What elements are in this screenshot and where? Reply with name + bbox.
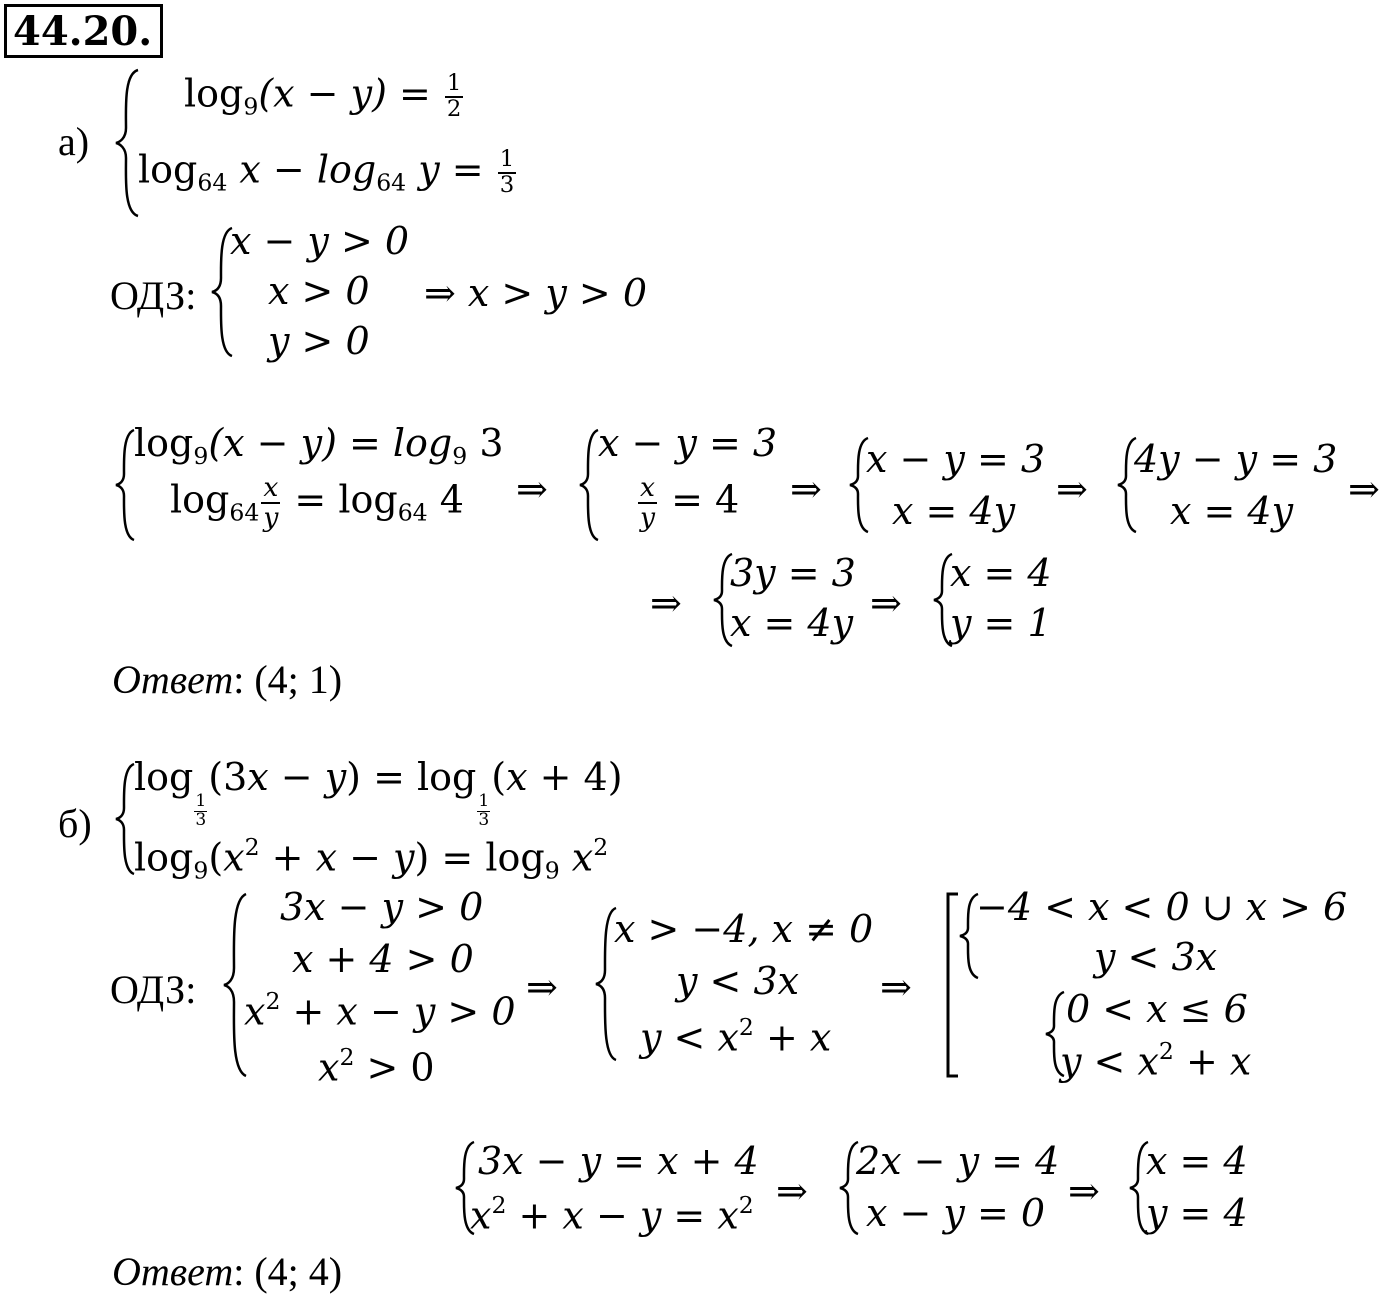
sys2-brace-icon <box>578 428 600 542</box>
odz-b3-line-4-head: y < <box>1060 1039 1138 1084</box>
equation-b2: $\log_9(x^2 + x - y) = \log_9 x^2$ <box>134 833 609 885</box>
sys6-line-2: y = 1 <box>950 601 1052 645</box>
part-b-label: б) <box>58 801 92 846</box>
arrow-b1: ⇒ <box>526 965 558 1009</box>
sys-b1-line-2: $x^2 + x - y = x^2$ <box>470 1191 754 1238</box>
arrow-6: ⇒ <box>870 581 902 625</box>
odz-b2-line-2: y < 3x <box>676 959 800 1003</box>
odz-a-line-2: x > 0 <box>268 269 370 313</box>
sys5-line-2: x = 4y <box>730 601 854 645</box>
odz-a-label: ОДЗ: <box>110 273 197 318</box>
answer-a-label: Ответ <box>112 657 234 702</box>
odz-b-label: ОДЗ: <box>110 967 197 1012</box>
sys4-line-1: 4y − y = 3 <box>1134 437 1338 481</box>
sys4-line-2: x = 4y <box>1170 489 1294 533</box>
arrow-5: ⇒ <box>650 581 682 625</box>
odz-b-line-4: $x^2 > 0$ <box>318 1043 435 1090</box>
eq-a2-mid: x − log <box>227 147 377 192</box>
odz-b3-line-3: 0 < x ≤ 6 <box>1066 987 1248 1031</box>
arrow-b3: ⇒ <box>776 1169 808 1213</box>
sys1-line-1: $\log_9(x - y) = \log_9 3$ <box>134 421 504 471</box>
odz-b3-line-1: −4 < x < 0 ∪ x > 6 <box>976 885 1348 929</box>
sys2-line-1: x − y = 3 <box>598 421 778 465</box>
odz-b3-line-2: y < 3x <box>1094 935 1218 979</box>
odz-b3-line-4: $y < x^2 + x$ <box>1060 1037 1252 1084</box>
odz-b2-line-3-head: y < <box>640 1015 718 1060</box>
sys3-line-1: x − y = 3 <box>866 437 1046 481</box>
sys-b1-line-2-mid: + x − y = <box>518 1193 718 1238</box>
odz-a-line-3: y > 0 <box>268 319 370 363</box>
equation-a1: $\log_9(x - y)$ = $\frac{1}{2}$ <box>184 70 462 122</box>
problem-number: 44.20. <box>4 4 163 58</box>
arrow-4: ⇒ <box>1348 467 1380 511</box>
sys3-line-2: x = 4y <box>892 489 1016 533</box>
arrow-b2: ⇒ <box>880 965 912 1009</box>
sys-b1-line-1: 3x − y = x + 4 <box>478 1139 759 1183</box>
sys1-brace-icon <box>114 428 136 542</box>
eq-a1-tail: (x − y) = <box>258 71 443 116</box>
odz-b2-line-3: $y < x^2 + x$ <box>640 1013 832 1060</box>
answer-b <box>112 1248 342 1295</box>
equation-b1: log $\frac{1}{3}$ (3x − y) = log $\frac{1}{3}$ (x + 4) <box>134 755 623 831</box>
odz-b-line-1: 3x − y > 0 <box>280 885 484 929</box>
eq-a2-tail: y = <box>406 147 496 192</box>
answer-a-value: : (4; 1) <box>233 657 343 702</box>
system-b-brace-icon <box>114 762 136 876</box>
sys1-tail: (x − y) = log <box>208 421 453 465</box>
odz-b-line-2: x + 4 > 0 <box>292 937 474 981</box>
odz-a-result: ⇒ x > y > 0 <box>424 271 647 315</box>
odz-b-line-4-tail: > 0 <box>354 1045 435 1090</box>
sys-b2-line-1: 2x − y = 4 <box>856 1139 1060 1183</box>
sys-b3-line-2: y = 4 <box>1146 1191 1248 1235</box>
odz-a-line-1: x − y > 0 <box>230 219 410 263</box>
odz-b-line-3: $x^2 + x - y > 0$ <box>244 987 516 1034</box>
system-brace-icon <box>114 68 140 218</box>
part-a-label: а) <box>58 119 90 164</box>
sys5-line-1: 3y = 3 <box>730 551 856 595</box>
sys-b3-line-1: x = 4 <box>1146 1139 1248 1183</box>
equation-a2: $\log_{64} x - \log_{64} y$ = $\frac{1}{3}$ <box>138 146 515 198</box>
sys1-line-2: $\log_{64}$ $\frac{x}{y}$ = $\log_{64} 4$ <box>170 472 464 533</box>
sys6-line-1: x = 4 <box>950 551 1052 595</box>
odz-b-line-3-tail: − y > 0 <box>369 989 516 1034</box>
answer-b-label: Ответ <box>112 1249 234 1294</box>
arrow-2: ⇒ <box>790 467 822 511</box>
odz-b2-line-1: x > −4, x ≠ 0 <box>614 907 874 951</box>
answer-b-value: : (4; 4) <box>233 1249 343 1294</box>
answer-a <box>112 656 342 703</box>
arrow-b4: ⇒ <box>1068 1169 1100 1213</box>
odz-b-brace-icon <box>222 892 248 1078</box>
sys2-line-2: $\frac{x}{y}$ = 4 <box>639 472 740 533</box>
arrow-3: ⇒ <box>1056 467 1088 511</box>
arrow-1: ⇒ <box>516 467 548 511</box>
sys-b2-line-2: x − y = 0 <box>866 1191 1046 1235</box>
